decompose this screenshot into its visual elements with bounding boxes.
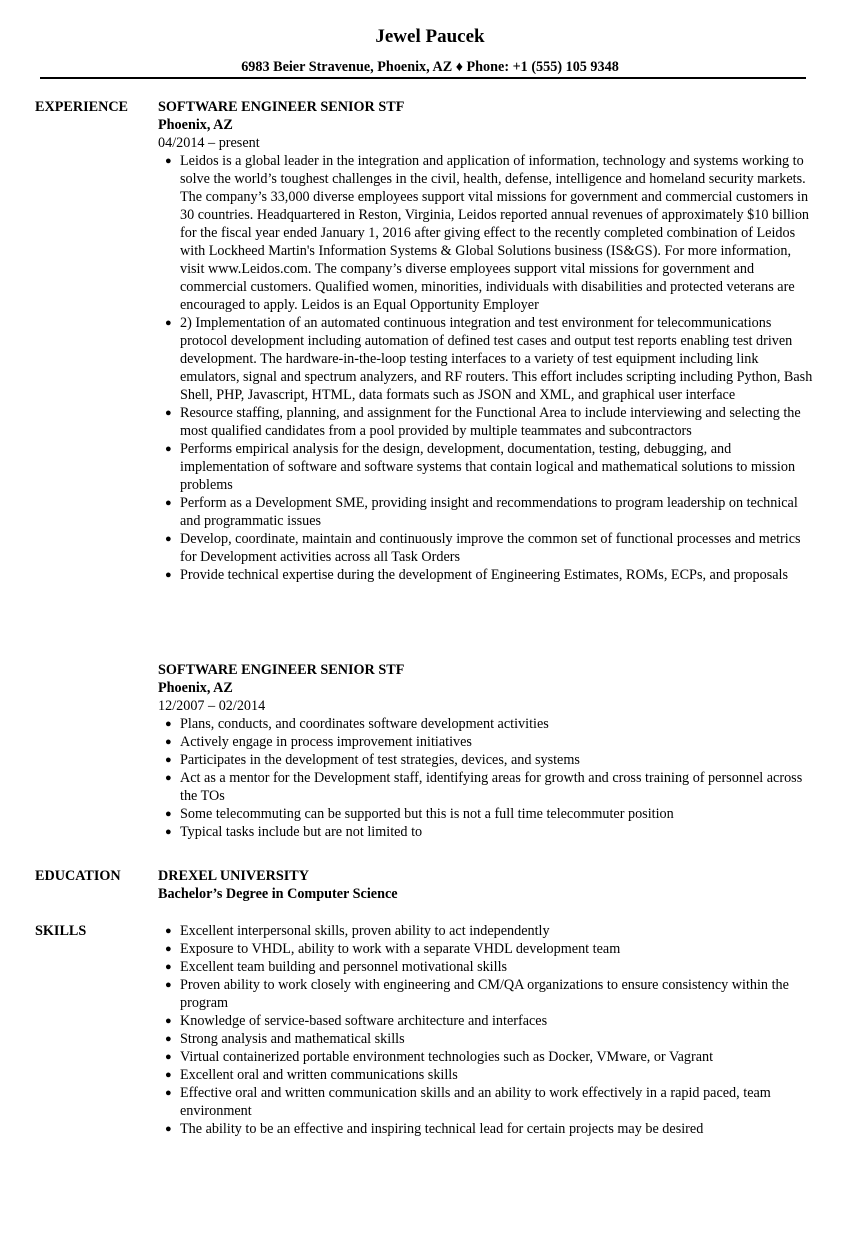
section-label-experience: EXPERIENCE — [35, 99, 129, 115]
skill-text: The ability to be an effective and inspiring technical lead for certain projects may be desired — [180, 1121, 704, 1137]
bullet-icon: ● — [165, 961, 172, 973]
degree: Bachelor’s Degree in Computer Science — [158, 886, 398, 902]
section-label-education: EDUCATION — [35, 868, 121, 884]
bullet-icon: ● — [165, 569, 172, 581]
list-item — [165, 1066, 816, 1084]
bullet-text: Act as a mentor for the Development staff, identifying areas for growth and cross training of personnel across the TOs — [180, 770, 803, 804]
skill-text: Excellent team building and personnel motivational skills — [180, 959, 508, 975]
skill-text: Effective oral and written communication skills and an ability to work effectively in a rapid paced, team environment — [180, 1085, 771, 1119]
list-item — [165, 976, 816, 1012]
bullet-text: Develop, coordinate, maintain and continuously improve the common set of functional processes and metrics for Development activities across all Task Orders — [180, 531, 801, 565]
job-dates: 12/2007 – 02/2014 — [158, 698, 266, 714]
list-item — [165, 440, 816, 494]
bullet-icon: ● — [165, 443, 172, 455]
bullet-icon: ● — [165, 1033, 172, 1045]
bullet-icon: ● — [165, 925, 172, 937]
bullet-text: Typical tasks include but are not limited to — [180, 824, 423, 840]
list-item — [165, 1048, 816, 1066]
bullet-text: Plans, conducts, and coordinates software development activities — [180, 716, 549, 732]
bullet-icon: ● — [165, 736, 172, 748]
list-item — [165, 733, 816, 751]
job-entry — [158, 661, 818, 841]
candidate-name: Jewel Paucek — [375, 26, 485, 47]
job-location: Phoenix, AZ — [158, 680, 233, 696]
bullet-text: 2) Implementation of an automated continuous integration and test environment for telecommunications protocol development including automation of defined test cases and output test reports enabling test driven development. The hardware-in-the-loop testing interfaces to a variety of test equipment including link emulators, signal and spectrum analyzers, and RF routers. This effort includes scripting including Python, Bash Shell, PHP, Javascript, HTML, data formats such as JSON and XML, and graphical user interface — [180, 315, 813, 403]
school-name: DREXEL UNIVERSITY — [158, 868, 309, 884]
bullet-icon: ● — [165, 317, 172, 329]
list-item — [165, 1012, 816, 1030]
list-item — [165, 1030, 816, 1048]
skill-text: Virtual containerized portable environment technologies such as Docker, VMware, or Vagrant — [180, 1049, 714, 1065]
list-item — [165, 152, 816, 314]
bullet-text: Actively engage in process improvement initiatives — [180, 734, 472, 750]
list-item — [165, 823, 816, 841]
bullet-icon: ● — [165, 979, 172, 991]
list-item — [165, 494, 816, 530]
experience-body-2 — [158, 661, 818, 841]
skills-body — [158, 922, 818, 1138]
experience-body — [158, 98, 818, 584]
contact-line: 6983 Beier Stravenue, Phoenix, AZ ♦ Phone: +1 (555) 105 9348 — [241, 59, 619, 75]
list-item — [165, 922, 816, 940]
bullet-text: Perform as a Development SME, providing insight and recommendations to program leadership on technical and programmatic issues — [180, 495, 798, 529]
list-item — [165, 805, 816, 823]
bullet-icon: ● — [165, 1087, 172, 1099]
bullet-icon: ● — [165, 808, 172, 820]
bullet-text: Some telecommuting can be supported but this is not a full time telecommuter position — [180, 806, 674, 822]
skill-text: Excellent oral and written communications skills — [180, 1067, 458, 1083]
list-item — [165, 715, 816, 733]
bullet-text: Participates in the development of test strategies, devices, and systems — [180, 752, 580, 768]
job-bullets — [158, 152, 816, 584]
list-item — [165, 1120, 816, 1138]
bullet-text: Performs empirical analysis for the design, development, documentation, testing, debugging, and implementation of software and software systems that contain logical and mathematical solutions to mission problems — [180, 441, 796, 493]
list-item — [165, 530, 816, 566]
skill-text: Exposure to VHDL, ability to work with a separate VHDL development team — [180, 941, 621, 957]
list-item — [165, 404, 816, 440]
skill-text: Proven ability to work closely with engineering and CM/QA organizations to ensure consistency within the program — [180, 977, 789, 1011]
education-body — [158, 867, 818, 903]
skill-text: Excellent interpersonal skills, proven ability to act independently — [180, 923, 550, 939]
job-title: SOFTWARE ENGINEER SENIOR STF — [158, 99, 405, 115]
bullet-icon: ● — [165, 407, 172, 419]
job-bullets — [158, 715, 816, 841]
list-item — [165, 940, 816, 958]
job-dates: 04/2014 – present — [158, 135, 260, 151]
bullet-icon: ● — [165, 772, 172, 784]
bullet-icon: ● — [165, 943, 172, 955]
bullet-text: Leidos is a global leader in the integration and application of information, technology and systems working to solve the world’s toughest challenges in the civil, health, defense, intelligence and homeland security markets. The company’s 33,000 diverse employees support vital missions for government and commercial customers in 30 countries. Headquartered in Reston, Virginia, Leidos reported annual revenues of approximately $10 billion for the fiscal year ended January 1, 2016 after giving effect to the recently completed combination of Leidos with Lockheed Martin's Information Systems & Global Solutions business (IS&GS). For more information, visit www.Leidos.com. The company’s diverse employees support vital missions for government and commercial customers. Qualified women, minorities, individuals with disabilities and protected veterans are encouraged to apply. Leidos is an Equal Opportunity Employer — [180, 153, 810, 313]
list-item — [165, 958, 816, 976]
bullet-icon: ● — [165, 1069, 172, 1081]
bullet-icon: ● — [165, 826, 172, 838]
skill-text: Strong analysis and mathematical skills — [180, 1031, 405, 1047]
job-location: Phoenix, AZ — [158, 117, 233, 133]
list-item — [165, 566, 816, 584]
header-divider — [40, 77, 806, 79]
list-item — [165, 751, 816, 769]
bullet-icon: ● — [165, 533, 172, 545]
bullet-icon: ● — [165, 1051, 172, 1063]
job-title: SOFTWARE ENGINEER SENIOR STF — [158, 662, 405, 678]
bullet-icon: ● — [165, 1123, 172, 1135]
list-item — [165, 314, 816, 404]
bullet-icon: ● — [165, 497, 172, 509]
bullet-icon: ● — [165, 718, 172, 730]
section-label-skills: SKILLS — [35, 923, 87, 939]
skills-list — [158, 922, 816, 1138]
list-item — [165, 1084, 816, 1120]
bullet-text: Provide technical expertise during the development of Engineering Estimates, ROMs, ECPs, and proposals — [180, 567, 788, 583]
job-entry — [158, 98, 818, 584]
bullet-icon: ● — [165, 1015, 172, 1027]
bullet-icon: ● — [165, 754, 172, 766]
bullet-text: Resource staffing, planning, and assignment for the Functional Area to include interviewing and selecting the most qualified candidates from a pool provided by multiple teammates and subcontractors — [180, 405, 801, 439]
skill-text: Knowledge of service-based software architecture and interfaces — [180, 1013, 548, 1029]
list-item — [165, 769, 816, 805]
bullet-icon: ● — [165, 155, 172, 167]
